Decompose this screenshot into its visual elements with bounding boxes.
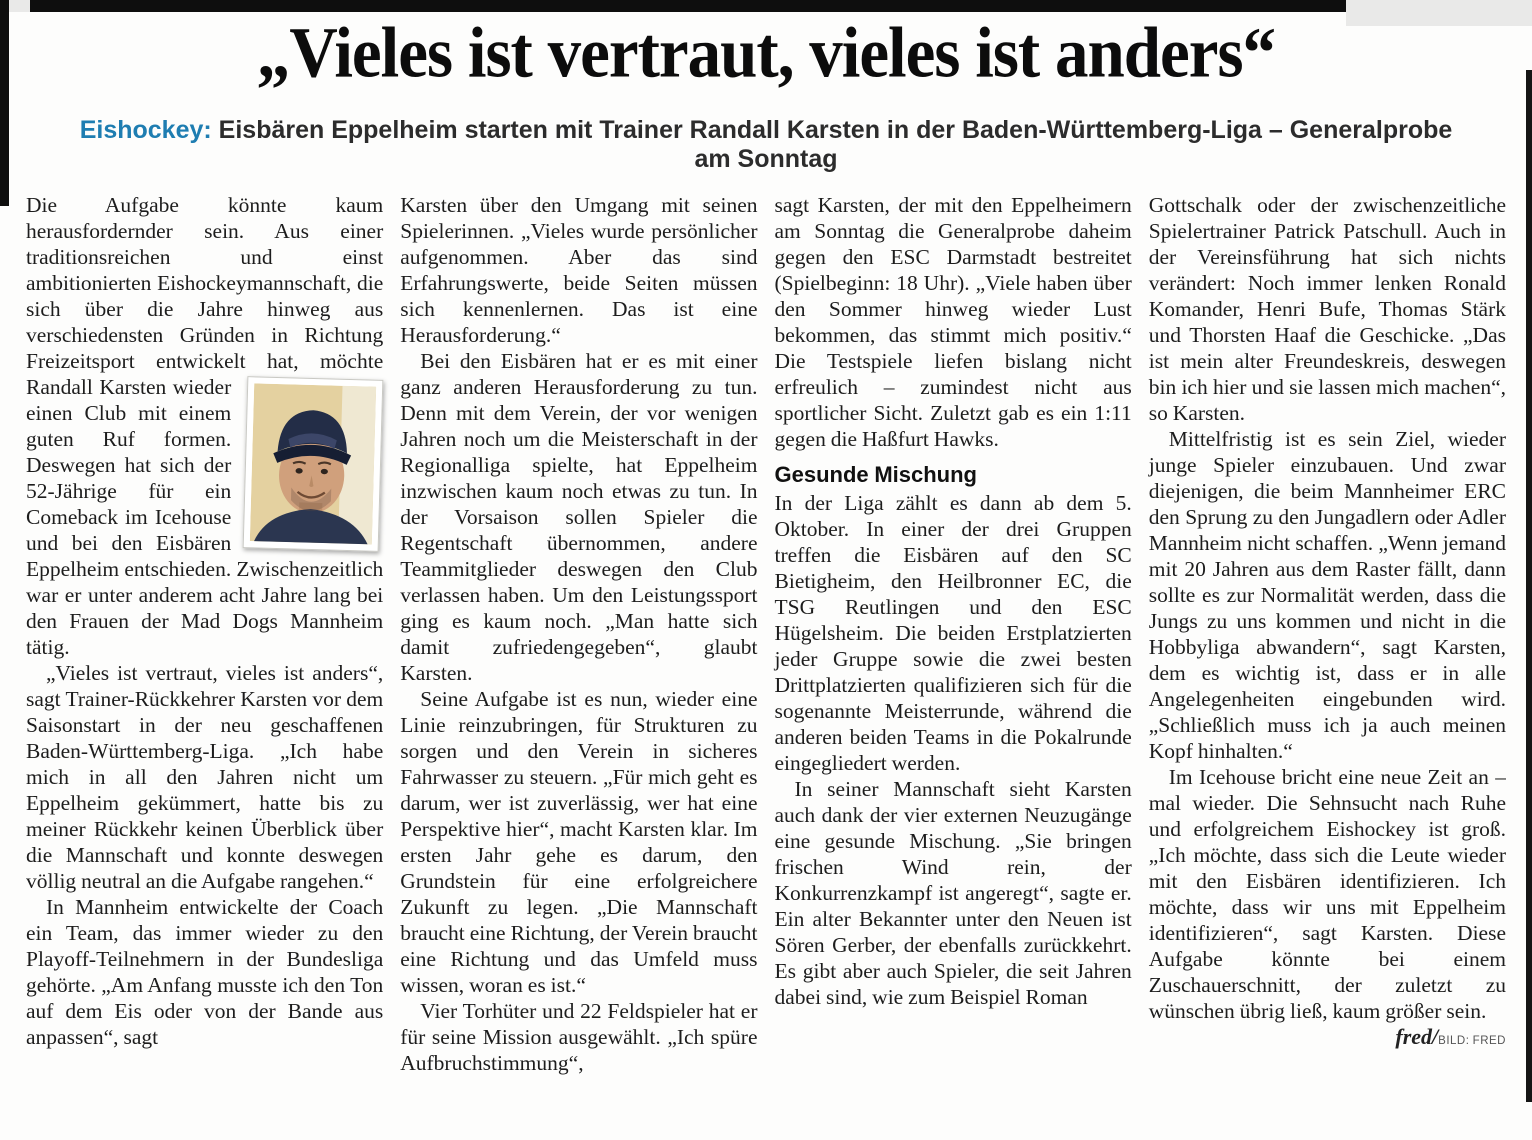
top-crop-bar — [30, 0, 1346, 12]
paragraph-text: Randall Karsten wieder einen Club mit einem guten Ruf formen. Deswegen hat sich der 52-Jährige für ein Comeback im Icehouse und bei den Eisbären Eppelheim entschieden. Zwischenzeitlich war er unter anderem acht Jahre lang bei den Frauen der Mad Dogs Mannheim tätig. — [26, 374, 384, 659]
byline-credit: BILD: FRED — [1438, 1034, 1506, 1047]
kicker-section-label: Eishockey: — [79, 115, 212, 144]
paragraph: Gottschalk oder der zwischenzeitliche Spielertrainer Patrick Patschull. Auch in der Vereinsführung hat sich nichts verändert: Noch immer lenken Ronald Komander, Henri Bufe, Thomas Stärk und Thorsten Haaf die Geschicke. „Das ist mein alter Freundeskreis, deswegen bin ich hier und sie lassen mich machen“, so Karsten. — [1148, 192, 1506, 425]
right-crop-bar — [1526, 70, 1532, 1102]
portrait-photo — [243, 376, 384, 551]
scan-shade-top-left — [9, 0, 30, 12]
byline-author: fred/ — [1395, 1023, 1439, 1049]
column-4 — [1149, 192, 1506, 1140]
subhead-gesunde-mischung: Gesunde Mischung — [774, 461, 977, 487]
left-crop-bar — [0, 0, 9, 206]
randall-karsten-portrait-illustration — [250, 383, 376, 544]
paragraph: Karsten über den Umgang mit seinen Spielerinnen. „Vieles wurde persönlicher aufgenommen. Aber das sind Erfahrungswerte, beide Seiten müssen sich kennenlernen. Das ist eine Herausforderung.“ — [400, 192, 758, 347]
column-2 — [400, 192, 757, 1140]
paragraph: „Vieles ist vertraut, vieles ist anders“, sagt Trainer-Rückkehrer Karsten vor dem Saisonstart in der neu geschaffenen Baden-Württemberg-Liga. „Ich habe mich in all den Jahren nicht um Eppelheim gekümmert, hatte bis zu meiner Rückkehr keinen Überblick über die Mannschaft und konnte deswegen völlig neutral an die Aufgabe rangehen.“ — [26, 660, 384, 893]
paragraph: Seine Aufgabe ist es nun, wieder eine Linie reinzubringen, für Strukturen zu sorgen und den Verein in sicheres Fahrwasser zu steuern. „Für mich geht es darum, wer ist zuverlässig, wer hat eine Perspektive hier“, macht Karsten klar. Im ersten Jahr gehe es darum, den Grundstein für eine erfolgreichere Zukunft zu legen. „Die Mannschaft braucht eine Richtung, der Verein braucht eine Richtung und das Umfeld muss wissen, woran es ist.“ — [400, 686, 758, 997]
column-3 — [775, 192, 1132, 1140]
paragraph: In der Liga zählt es dann ab dem 5. Oktober. In einer der drei Gruppen treffen die Eisbären auf den SC Bietigheim, den Heilbronner EC, die TSG Reutlingen und den ESC Hügelsheim. Die beiden Erstplatzierten jeder Gruppe sowie die zwei besten Drittplatzierten qualifizieren sich für die sogenannte Meisterrunde, während die anderen beiden Teams in die Pokalrunde eingegliedert werden. — [774, 490, 1132, 775]
paragraph-text: Die Aufgabe könnte kaum herausfordernder sein. Aus einer traditionsreichen und einst ambitionierten Eishockeymannschaft, die sich über die Jahre hinweg aus verschiedensten Gründen in Richtung Freizeitsport entwickelt hat, möchte — [26, 192, 384, 373]
article-body — [26, 192, 1506, 1140]
paragraph: sagt Karsten, der mit den Eppelheimern am Sonntag die Generalprobe daheim gegen den ESC Darmstadt bestreitet (Spielbeginn: 18 Uhr). „Viele haben über den Sommer hinweg wieder Lust bekommen, das stimmt mich positiv.“ Die Testspiele liefen bislang nicht erfreulich – zumindest nicht aus sportlicher Sicht. Zuletzt gab es ein 1:11 gegen die Haßfurt Hawks. — [774, 192, 1132, 451]
paragraph: In seiner Mannschaft sieht Karsten auch dank der vier externen Neuzugänge eine gesunde Mischung. „Sie bringen frischen Wind rein, der Konkurrenzkampf ist angeregt“, sagte er. Ein alter Bekannter unter den Neuen ist Sören Gerber, der ebenfalls zurückkehrt. Es gibt aber auch Spieler, die seit Jahren dabei sind, wie zum Beispiel Roman — [774, 776, 1132, 1009]
paragraph-text: Im Icehouse bricht eine neue Zeit an – mal wieder. Die Sehnsucht nach Ruhe und erfolgreichem Eishockey ist groß. „Ich möchte, dass sich die Leute wieder mit den Eisbären identifizieren. Ich möchte, dass wir uns mit Eppelheim identifizieren“, sagt Karsten. Diese Aufgabe könnte bei einem Zuschauerschnitt, der zuletzt zu wünschen übrig ließ, kaum größer sein. — [1148, 764, 1506, 1023]
paragraph — [1148, 764, 1506, 1049]
paragraph: Bei den Eisbären hat er es mit einer ganz anderen Herausforderung zu tun. Denn mit dem Verein, der vor wenigen Jahren noch um die Meisterschaft in der Regionalliga spielte, hat Eppelheim inzwischen kaum noch etwas zu tun. In der Vorsaison sollen Spieler die Regentschaft übernommen, andere Teammitglieder deswegen den Club verlassen haben. Um den Leistungssport ging es kaum noch. „Man hatte sich damit zufriedengegeben“, glaubt Karsten. — [400, 348, 758, 685]
headline: „Vieles ist vertraut, vieles ist anders“ — [256, 12, 1276, 93]
kicker — [60, 116, 1472, 174]
byline — [1375, 1024, 1506, 1054]
kicker-text: Eisbären Eppelheim starten mit Trainer Randall Karsten in der Baden-Württemberg-Liga – Generalprobe am Sonntag — [211, 115, 1453, 173]
paragraph: In Mannheim entwickelte der Coach ein Team, das immer wieder zu den Playoff-Teilnehmern in der Bundesliga gehörte. „Am Anfang musste ich den Ton auf dem Eis oder von der Bande aus anpassen“, sagt — [26, 894, 384, 1049]
column-1 — [26, 192, 383, 1140]
paragraph: Mittelfristig ist es sein Ziel, wieder junge Spieler einzubauen. Und zwar diejenigen, die beim Mannheimer ERC den Sprung zu den Jungadlern oder Adler Mannheim nicht schaffen. „Wenn jemand mit 20 Jahren aus dem Raster fällt, dann sollte es zur Normalität werden, dass die Jungs zu uns kommen und nicht in die Hobbyliga abwandern“, sagt Karsten, dem es wichtig ist, dass er in alle Angelegenheiten eingebunden wird. „Schließlich muss ich ja auch meinen Kopf hinhalten.“ — [1148, 426, 1506, 763]
paragraph: Vier Torhüter und 22 Feldspieler hat er für seine Mission ausgewählt. „Ich spüre Aufbruchstimmung“, — [400, 998, 758, 1075]
paragraph — [26, 192, 383, 660]
